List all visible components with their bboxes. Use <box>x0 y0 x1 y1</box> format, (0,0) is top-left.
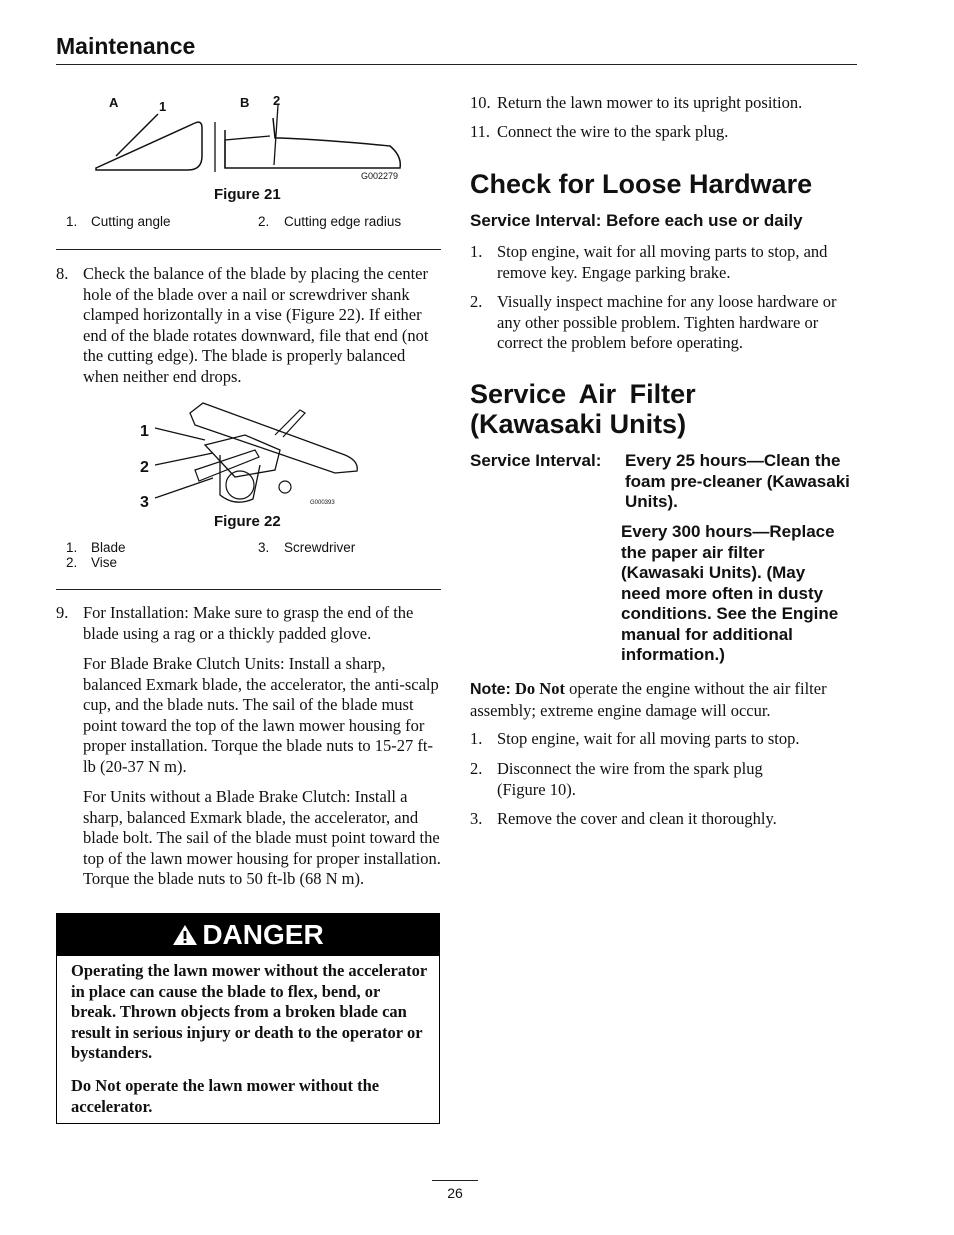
air-filter-step-3-text: Remove the cover and clean it thoroughly. <box>497 809 777 828</box>
figure-21-callout-2: 2 <box>273 93 281 108</box>
step-10-text: Return the lawn mower to its upright position. <box>497 93 803 112</box>
figure-22-divider <box>56 589 441 590</box>
figure-21-callout-1: 1 <box>159 99 167 114</box>
figure-22-callout-1: 1 <box>140 423 149 440</box>
air-filter-note <box>470 679 856 721</box>
danger-text-2: Do Not operate the lawn mower without the accelerator. <box>71 1076 380 1116</box>
figure-22-caption: Figure 22 <box>214 513 281 530</box>
figure-21 <box>90 90 410 185</box>
step-9-para-2: For Blade Brake Clutch Units: Install a sharp, balanced Exmark blade, the accelerator, the anti-scalp cup, and the blade nuts. The sail of the blade must point toward the top of the lawn mower housing for proper installation. Torque the blade nuts to 15-27 ft-lb (20-37 N m). <box>83 654 439 776</box>
loose-hardware-step-1-number: 1. <box>470 242 483 261</box>
loose-hardware-step-1-text: Stop engine, wait for all moving parts to stop, and remove key. Engage parking brake. <box>497 242 828 282</box>
air-filter-interval-25h: Every 25 hours—Clean the foam pre-cleaner (Kawasaki Units). <box>625 451 850 511</box>
figure-22-legend-num-1: 1. <box>66 540 78 555</box>
figure-21-label-a: A <box>109 95 119 110</box>
air-filter-step-3-number: 3. <box>470 809 483 828</box>
figure-21-legend-num-2: 2. <box>258 214 270 229</box>
figure-21-legend-cutting-angle: Cutting angle <box>91 214 171 229</box>
figure-22-legend-vise: Vise <box>91 555 118 570</box>
figure-21-label-b: B <box>240 95 250 110</box>
air-filter-step-1-number: 1. <box>470 729 483 748</box>
note-text: operate the engine without the air filter assembly; extreme engine damage will occur. <box>470 679 827 720</box>
step-9-number: 9. <box>56 603 69 622</box>
figure-22-vise-drawing <box>135 395 365 515</box>
air-filter-interval-label: Service Interval: <box>470 451 602 470</box>
step-9-para-1: For Installation: Make sure to grasp the end of the blade using a rag or a thickly padded glove. <box>83 603 414 643</box>
figure-22-callout-3: 3 <box>140 494 149 511</box>
header-rule <box>56 64 857 65</box>
figure-21-code: G002279 <box>361 171 399 181</box>
figure-21-legend-cutting-edge-radius: Cutting edge radius <box>284 214 402 229</box>
figure-21-caption: Figure 21 <box>214 186 281 203</box>
air-filter-interval-300h: Every 300 hours—Replace the paper air filter (Kawasaki Units). (May need more often in dusty conditions. See the Engine manual for additional information.) <box>621 522 839 664</box>
figure-22-legend-blade: Blade <box>91 540 126 555</box>
air-filter-step-2-text: Disconnect the wire from the spark plug (Figure 10). <box>497 759 763 799</box>
air-filter-heading-line-2: (Kawasaki Units) <box>470 409 687 439</box>
figure-22 <box>135 395 365 515</box>
figure-22-legend-num-3: 3. <box>258 540 270 555</box>
step-10-number: 10. <box>470 93 491 112</box>
figure-21-legend-num-1: 1. <box>66 214 78 229</box>
danger-title: DANGER <box>202 919 324 950</box>
note-do-not: Do Not <box>515 679 565 698</box>
figure-22-code: G000393 <box>310 500 335 506</box>
air-filter-step-1-text: Stop engine, wait for all moving parts to stop. <box>497 729 800 748</box>
step-8-text: Check the balance of the blade by placing the center hole of the blade over a nail or screwdriver shank clamped horizontally in a vise (Figure 22). If either end of the blade rotates downward, file that end (not the cutting edge). The blade is properly balanced when neither end drops. <box>83 264 429 386</box>
figure-22-legend-num-2: 2. <box>66 555 78 570</box>
loose-hardware-heading: Check for Loose Hardware <box>470 169 813 199</box>
loose-hardware-step-2-number: 2. <box>470 292 483 311</box>
figure-21-divider <box>56 249 441 250</box>
air-filter-heading-line-1: Service Air Filter <box>470 379 696 409</box>
danger-header <box>57 914 439 956</box>
page-number: 26 <box>447 1185 463 1201</box>
danger-text-1: Operating the lawn mower without the accelerator in place can cause the blade to flex, bend, or break. Thrown objects from a broken blade can result in serious injury or death to the operator or bystanders. <box>71 961 427 1062</box>
danger-box <box>56 913 440 1124</box>
page-number-rule <box>432 1180 478 1181</box>
figure-22-callout-2: 2 <box>140 459 149 476</box>
note-label: Note: <box>470 681 511 698</box>
step-11-text: Connect the wire to the spark plug. <box>497 122 729 141</box>
warning-icon <box>172 924 198 946</box>
step-8-number: 8. <box>56 264 69 283</box>
air-filter-step-2-number: 2. <box>470 759 483 778</box>
figure-22-legend-screwdriver: Screwdriver <box>284 540 356 555</box>
section-title: Maintenance <box>56 33 196 59</box>
step-11-number: 11. <box>470 122 491 141</box>
loose-hardware-step-2-text: Visually inspect machine for any loose hardware or any other possible problem. Tighten hardware or correct the problem before operating. <box>497 292 837 352</box>
step-9-para-3: For Units without a Blade Brake Clutch: Install a sharp, balanced Exmark blade, the accelerator, and blade bolt. The sail of the blade must point toward the top of the lawn mower housing for proper installation. Torque the blade nuts to 50 ft-lb (68 N m). <box>83 787 441 888</box>
loose-hardware-interval: Service Interval: Before each use or daily <box>470 211 803 230</box>
